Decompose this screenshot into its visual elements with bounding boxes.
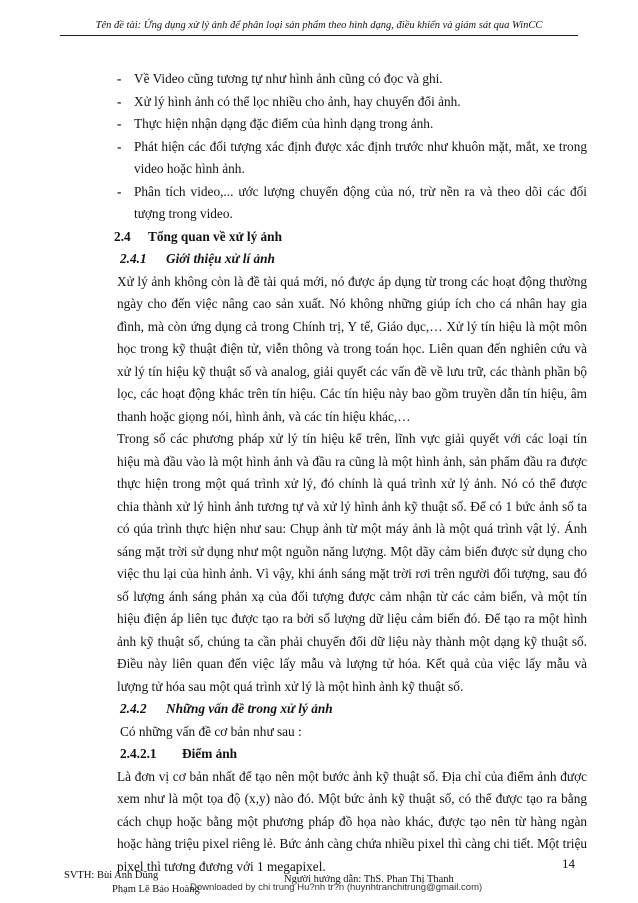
student-author-2: Phạm Lê Bảo Hoàng (112, 884, 200, 895)
bullet-marker: - (117, 116, 122, 131)
bullet-item (117, 68, 587, 91)
section-heading-2-4 (114, 226, 587, 249)
bullet-text: Thực hiện nhận dạng đặc điểm của hình dạng trong ảnh. (134, 116, 434, 131)
student-author-1: SVTH: Bùi Anh Dũng (64, 870, 159, 881)
section-number: 2.4 (114, 228, 131, 244)
download-watermark: Downloaded by chi trung Hu?nh tr?n (huynhtranchitrung@gmail.com) (190, 882, 483, 893)
section-title: Điểm ảnh (182, 746, 238, 761)
bullet-text: Xử lý hình ảnh có thể lọc nhiều cho ảnh, hay chuyển đổi ảnh. (134, 93, 461, 109)
bullet-text: Phân tích video,... ước lượng chuyển động của nó, trừ nền ra và theo dõi các đối tượng trong video. (134, 183, 587, 221)
bullet-marker: - (117, 71, 122, 86)
section-title: Tổng quan về xử lý ảnh (148, 228, 282, 244)
bullet-text: Phát hiện các đối tượng xác định được xác định trước như khuôn mặt, mắt, xe trong video hoặc hình ảnh. (134, 138, 587, 176)
section-heading-2-4-2-1 (117, 743, 587, 766)
document-body (114, 68, 587, 878)
section-intro-text: Có những vấn đề cơ bản như sau : (120, 723, 302, 739)
advisor-name: Người hướng dẫn: ThS. Phan Thị Thanh (284, 874, 454, 885)
bullet-item (117, 181, 587, 226)
feature-bullet-list (117, 68, 587, 226)
bullet-text: Về Video cũng tương tự như hình ảnh cũng có đọc và ghi. (134, 71, 443, 86)
bullet-item (117, 113, 587, 136)
section-title: Những vấn đề trong xử lý ảnh (166, 701, 333, 716)
paragraph-signal-processing-methods: Trong số các phương pháp xử lý tín hiệu kể trên, lĩnh vực giải quyết với các loại tín hiệu mà đầu vào là một hình ảnh và đầu ra cũng là một hình ảnh, sản phẩm đầu ra được thực hiện trong một quá trình xử lý, đó chính là quá trình xử lý ảnh. Nó có thể được chia thành xử lý hình ảnh tương tự và xử lý hình ảnh kỹ thuật số. Để có 1 bức ảnh số ta có qúa trình thực hiện như sau: Chụp ảnh từ một máy ảnh là một quá trình vật lý. Ánh sáng mặt trời sử dụng như một nguồn năng lượng. Một dãy cảm biến được sử dụng cho việc thu lại của hình ảnh. Vì vậy, khi ánh sáng mặt trời rơi trên người đối tượng, sau đó số lượng ánh sáng phản xạ của đối tượng được cảm nhận từ các cảm biến, và một tín hiệu điện áp liên tục được tạo ra bởi số lượng dữ liệu cảm biến đó. Để tạo ra một hình ảnh kỹ thuật số, chúng ta cần phải chuyển đổi dữ liệu này thành một dạng kỹ thuật số. Điều này liên quan đến việc lấy mẫu và lượng tử hóa. Kết quả của việc lấy mẫu và lượng tử hóa sau một quá trình xử lý là một hình ảnh kỹ thuật số. (117, 431, 587, 694)
section-title: Giới thiệu xử lí ảnh (166, 251, 275, 266)
paragraph-intro-image-processing: Xử lý ảnh không còn là đề tài quá mới, nó được áp dụng từ trong các hoạt động thường ngày cho đến việc nâng cao sản xuất. Nó không những giúp ích cho cá nhân hay gia đình, mà còn ứng dụng cả trong Chính trị, Y tế, Giáo dục,… Xử lý tín hiệu là một môn học trong kỹ thuật điện tử, viễn thông và trong toán học. Liên quan đến nghiên cứu và xử lý tín hiệu kỹ thuật số và analog, giải quyết các vấn đề về lưu trữ, các thành phần bộ lọc, các hoạt động khác trên tín hiệu. Các tín hiệu này bao gồm truyền dẫn tín hiệu, âm thanh hoặc giọng nói, hình ảnh, và các tín hiệu khác,… (117, 273, 587, 424)
bullet-marker: - (117, 93, 122, 109)
bullet-marker: - (117, 138, 122, 154)
bullet-marker: - (117, 183, 122, 199)
thesis-title: Tên đề tài: Ứng dụng xử lý ảnh để phân loại sản phẩm theo hình dạng, điều khiển và giám sát qua WinCC (95, 20, 543, 31)
section-heading-2-4-1 (117, 248, 587, 271)
bullet-item (117, 91, 587, 114)
section-number: 2.4.1 (120, 251, 147, 266)
section-number: 2.4.2.1 (120, 746, 157, 761)
bullet-item (117, 136, 587, 181)
page-number: 14 (562, 856, 575, 871)
page-footer (64, 870, 608, 900)
page-header (60, 20, 578, 36)
section-number: 2.4.2 (120, 701, 147, 716)
paragraph-pixel-definition: Là đơn vị cơ bản nhất để tạo nên một bước ảnh kỹ thuật số. Địa chỉ của điểm ảnh được xem như là một tọa độ (x,y) nào đó. Một bức ảnh kỹ thuật số, có thể được tạo ra bằng cách chụp hoặc bằng một phương pháp đồ họa nào khác, được tạo nên từ hàng ngàn hoặc hàng triệu pixel riêng lẻ. Bức ảnh càng chứa nhiều pixel thì càng chi tiết. Một triệu pixel thì tương đương với 1 megapixel. (117, 768, 587, 874)
section-heading-2-4-2 (117, 698, 587, 721)
